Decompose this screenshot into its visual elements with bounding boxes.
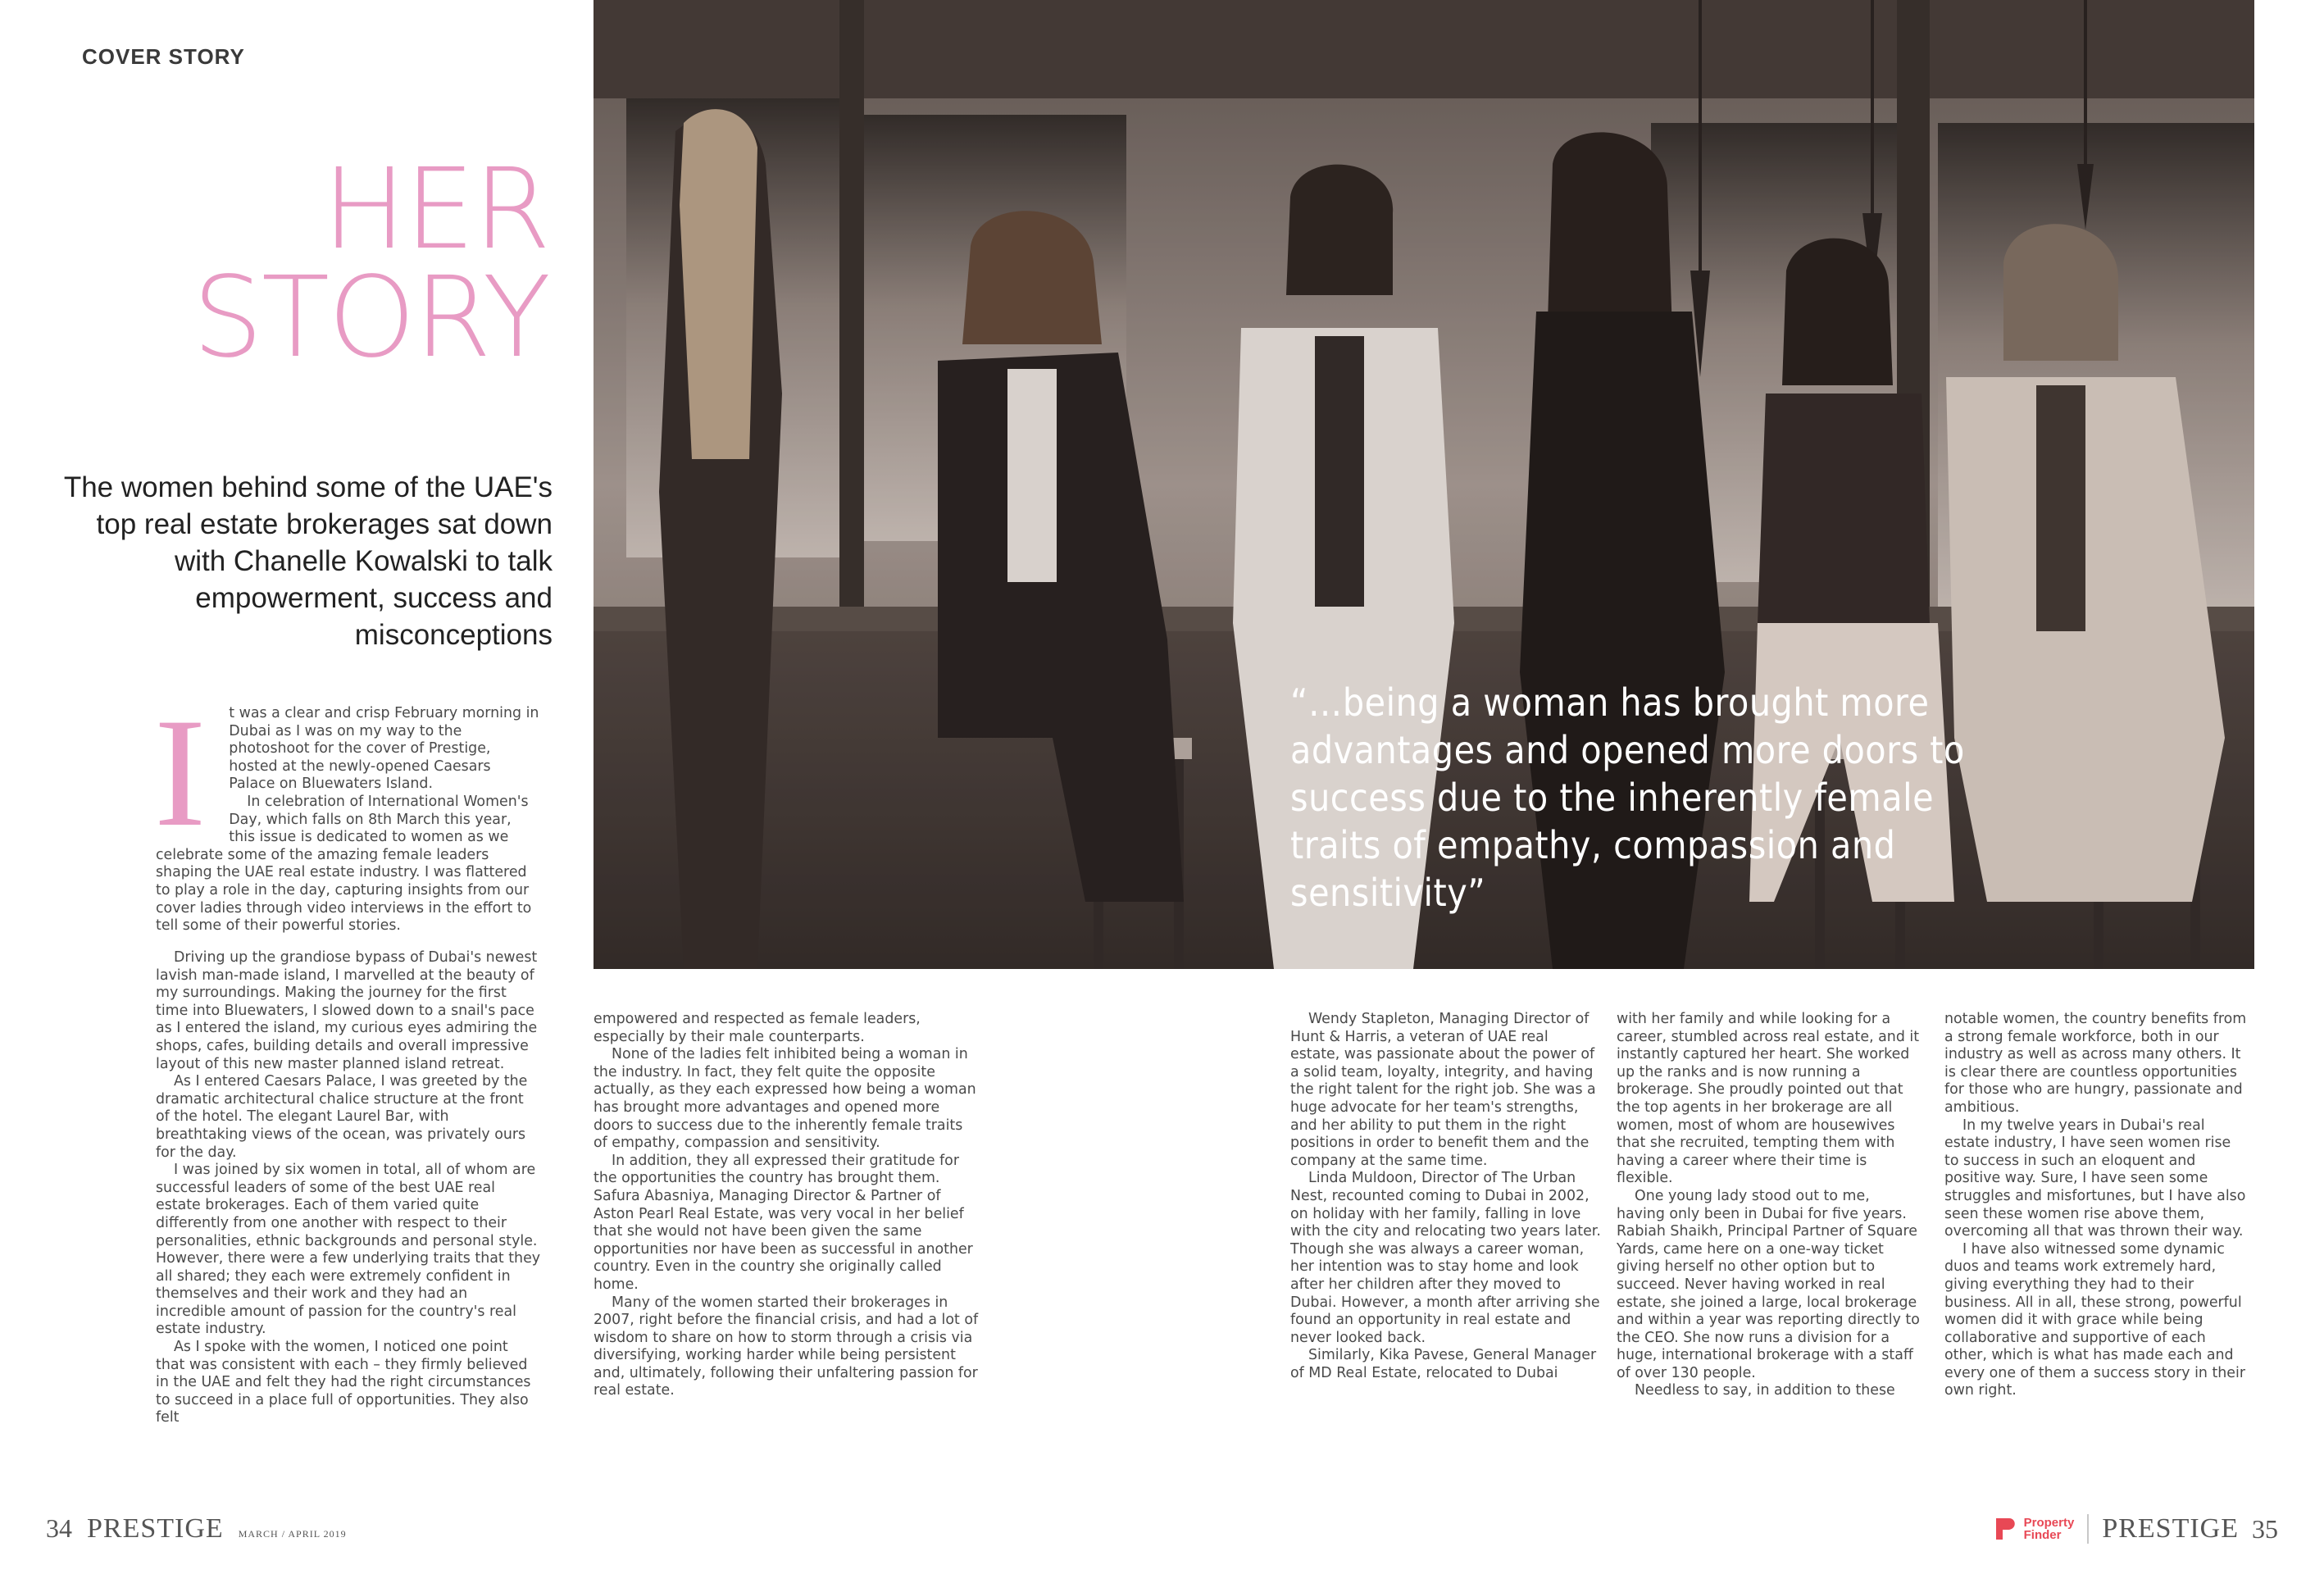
body-paragraph: Wendy Stapleton, Managing Director of Hunt & Harris, a veteran of UAE real estate, was passionate about the power of a solid team, loyalty, integrity, and having the right talent for the right job. She was a huge advocate for her team's strengths, and her ability to put them in the right positions in order to benefit them and the company at the same time. <box>1290 1011 1596 1169</box>
folio-right <box>1991 1513 2278 1544</box>
magazine-name-right: PRESTIGE <box>2102 1513 2239 1544</box>
pull-quote: “…being a woman has brought more advantages and opened more doors to success due to the inherently female traits of empathy, compassion and sensitivity” <box>1290 680 1965 915</box>
standfirst: The women behind some of the UAE's top real estate brokerages sat down with Chanelle Kowalski to talk empowerment, success and misconceptions <box>63 471 553 651</box>
headline <box>131 145 549 383</box>
body-paragraph: I was joined by six women in total, all of whom are successful leaders of some of the best UAE real estate brokerages. Each of them varied quite differently from one another with respect to their personalities, ethnic backgrounds and personal style. However, there were a few underlying traits that they all shared; they each were extremely confident in themselves and their work and they had an incredible amount of passion for the country's real estate industry. <box>156 1162 541 1338</box>
body-paragraph: t was a clear and crisp February morning in Dubai as I was on my way to the photoshoot for the cover of Prestige, hosted at the newly-opened Caesars Palace on Bluewaters Island. <box>229 705 539 793</box>
body-paragraph: Needless to say, in addition to these <box>1635 1382 1895 1399</box>
body-paragraph: empowered and respected as female leaders, especially by their male counterparts. <box>594 1011 921 1045</box>
body-paragraph: Driving up the grandiose bypass of Dubai's newest lavish man-made island, I marvelled at the beauty of my surroundings. Making the journey for the first time into Bluewaters, I slowed down to a snail's pace as I entered the island, my curious eyes admiring the shops, cafes, building details and overall impressive layout of this new master planned island retreat. <box>156 949 538 1072</box>
body-paragraph: Linda Muldoon, Director of The Urban Nest, recounted coming to Dubai in 2002, on holiday with her family, falling in love with the city and relocating two years later. Though she was always a career woman, her intention was to stay home and look after her children after they moved to Dubai. However, a month after arriving she found an opportunity in real estate and never looked back. <box>1290 1170 1601 1346</box>
property-finder-logo <box>1991 1515 2075 1543</box>
footer-divider <box>2087 1514 2089 1544</box>
body-column-1 <box>154 687 541 1427</box>
body-paragraph: In addition, they all expressed their gratitude for the opportunities the country has brought them. Safura Abasniya, Managing Director & Partner of Aston Pearl Real Estate, was very vocal in her belief that she would not have been given the same opportunities nor have been as successful in another country. Even in the country she originally called home. <box>594 1152 973 1293</box>
intro-block <box>154 687 541 935</box>
property-finder-icon <box>1991 1515 2019 1543</box>
body-paragraph: I have also witnessed some dynamic duos and teams work extremely hard, giving everything they had to their business. All in all, these strong, powerful women did it with grace while being collaborative and supportive of each other, which is what has made each and every one of them a success story in their own right. <box>1944 1240 2245 1399</box>
page-number-left: 34 <box>46 1513 72 1543</box>
body-column-3 <box>1290 1011 1602 1382</box>
folio-left <box>46 1513 347 1544</box>
body-paragraph: Many of the women started their brokerages in 2007, right before the financial crisis, and had a lot of wisdom to share on how to storm through a crisis via diversifying, working harder while being persistent and, ultimately, following their unfaltering passion for real estate. <box>594 1294 979 1399</box>
drop-cap: I <box>154 687 207 859</box>
body-paragraph: As I entered Caesars Palace, I was greeted by the dramatic architectural chalice structure at the front of the hotel. The elegant Laurel Bar, with breathtaking views of the ocean, was privately ours for the day. <box>156 1073 528 1161</box>
body-paragraph: None of the ladies felt inhibited being a woman in the industry. In fact, they felt quite the opposite actually, as they each expressed how being a woman has brought more advantages and opened more doors to success due to the inherently female traits of empathy, compassion and sensitivity. <box>594 1046 976 1152</box>
body-column-5 <box>1944 1011 2249 1400</box>
body-paragraph: Similarly, Kika Pavese, General Manager of MD Real Estate, relocated to Dubai <box>1290 1347 1597 1381</box>
body-paragraph: In my twelve years in Dubai's real estate industry, I have seen women rise to success in such an eloquent and positive way. Sure, I have seen some struggles and misfortunes, but I have also seen these women rise above them, overcoming all that was thrown their way. <box>1944 1117 2246 1240</box>
issue-date: MARCH / APRIL 2019 <box>238 1528 347 1540</box>
section-label: COVER STORY <box>82 44 245 69</box>
page-number-right: 35 <box>2252 1513 2278 1544</box>
headline-line-2: STORY <box>192 253 549 383</box>
body-column-4 <box>1617 1011 1922 1400</box>
body-column-2 <box>594 1011 979 1400</box>
headline-line-1: HER <box>322 145 549 275</box>
property-finder-wordmark: Property Finder <box>2023 1516 2075 1542</box>
body-paragraph: with her family and while looking for a career, stumbled across real estate, and it instantly captured her heart. She worked up the ranks and is now running a brokerage. She proudly pointed out that the top agents in her brokerage are all women, most of whom are housewives that she recruited, tempting them with having a career where their time is flexible. <box>1617 1011 1920 1187</box>
body-paragraph: One young lady stood out to me, having only been in Dubai for five years. Rabiah Shaikh, Principal Partner of Square Yards, came here on a one-way ticket giving herself no other option but to succeed. Never having worked in real estate, she joined a large, local brokerage and within a year was reporting directly to the CEO. She now runs a division for a huge, international brokerage with a staff of over 130 people. <box>1617 1187 1920 1381</box>
body-paragraph: In celebration of International Women's Day, which falls on 8th March this year, this issue is dedicated to women as we celebrate some of the amazing female leaders shaping the UAE real estate industry. I was flattered to play a role in the day, capturing insights from our cover ladies through video interviews in the effort to tell some of their powerful stories. <box>156 793 532 935</box>
body-paragraph: As I spoke with the women, I noticed one point that was consistent with each – they firmly believed in the UAE and felt they had the right circumstances to succeed in a place full of opportunities. They also felt <box>156 1339 531 1426</box>
magazine-name-left: PRESTIGE <box>87 1513 224 1544</box>
body-paragraph: notable women, the country benefits from a strong female workforce, both in our industry as well as across many others. It is clear there are countless opportunities for those who are hungry, passionate and ambitious. <box>1944 1011 2247 1116</box>
